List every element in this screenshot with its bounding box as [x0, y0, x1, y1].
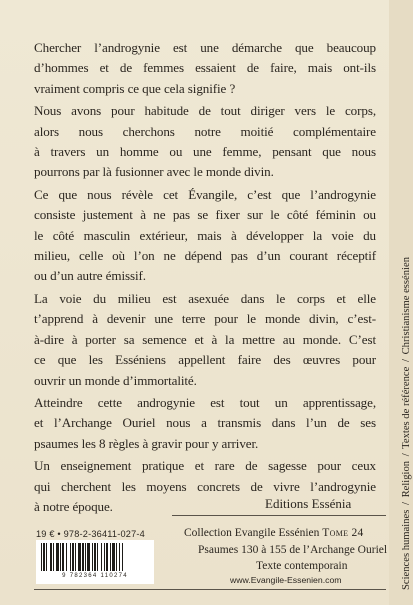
spine-item: Textes de référence [401, 366, 412, 449]
blurb-text [34, 38, 376, 517]
blurb-line: qui cherchent les moyens concrets de vivre l’androgynie [34, 478, 376, 494]
spine-item: Christianisme essénien [401, 257, 412, 355]
collection-name: Collection Evangile Essénien [184, 527, 323, 539]
barcode-bar [56, 543, 59, 571]
barcode-bar [101, 543, 102, 571]
blurb-line: consiste justement à ne pas se fixer sur le côté féminin ou [34, 207, 376, 223]
barcode-bar [72, 543, 74, 571]
spine-item: Sciences humaines [401, 509, 412, 590]
blurb-line: d’hommes et de femmes essaient de faire, mais ont-ils [34, 60, 376, 76]
blurb-line: Nous avons pour habitude de tout diriger vers le corps, [34, 103, 376, 119]
spine-separator: / [401, 502, 412, 506]
collection-line-1 [184, 525, 387, 542]
blurb-paragraph-5 [34, 393, 376, 454]
divider-line [172, 515, 386, 516]
blurb-line: Atteindre cette androgynie est tout un apprentissage, [34, 394, 376, 410]
barcode-bar [66, 543, 67, 571]
website-url: www.Evangile-Essenien.com [230, 575, 342, 585]
blurb-line: le côté masculin extérieur, mais à développer la voie du [34, 227, 376, 243]
tome-number: Tome 24 [322, 527, 364, 539]
barcode-bar [75, 543, 76, 571]
blurb-paragraph-2 [34, 101, 376, 183]
spine-separator: / [401, 359, 412, 362]
blurb-line: alors nous cherchons notre moitié complémentaire [34, 123, 376, 139]
barcode-bar [92, 543, 93, 571]
blurb-line: Ce que nous révèle cet Évangile, c’est que l’androgynie [34, 186, 376, 202]
blurb-line: La voie du milieu est asexuée dans le corps et elle [34, 290, 376, 306]
barcode-bar [87, 543, 90, 571]
barcode-bar [104, 543, 105, 571]
barcode-bar [43, 543, 45, 571]
price-isbn: 19 € • 978-2-36411-027-4 [36, 529, 145, 539]
barcode-bar [97, 543, 98, 571]
barcode-digits: 9 782364 110274 [62, 573, 128, 579]
barcode-bar [82, 543, 84, 571]
blurb-line: à-dire à porter sa semence et à la mettre au monde. C’est [34, 331, 376, 347]
collection-info [184, 525, 387, 575]
publisher-name: Editions Essénia [265, 496, 352, 511]
barcode-bar [122, 543, 123, 571]
blurb-line: milieu, celle où l’on ne dépend pas d’un courant réceptif [34, 248, 376, 264]
barcode-bar [53, 543, 54, 571]
blurb-line: psaumes les 8 règles à gravir pour y arriver. [34, 435, 259, 451]
blurb-line: ce que les Esséniens appellent faire des œuvres pour [34, 352, 376, 368]
spine-separator: / [401, 453, 412, 457]
barcode-bar [41, 543, 42, 571]
blurb-line: t’apprend à devenir une terre pour le monde divin, c’est- [34, 311, 376, 327]
barcode-bar [60, 543, 61, 571]
barcode-bar [85, 543, 86, 571]
barcode-bar [119, 543, 120, 571]
barcode-bar [62, 543, 64, 571]
blurb-line: ouvrir un monde d’immortalité. [34, 372, 197, 388]
barcode-bar [106, 543, 108, 571]
blurb-line: pourrons par là fusionner avec le monde divin. [34, 164, 274, 180]
barcode-bar [78, 543, 81, 571]
blurb-paragraph-3 [34, 185, 376, 287]
collection-line-2: Psaumes 130 à 155 de l’Archange Ouriel [198, 543, 388, 556]
spine-categories [401, 257, 412, 590]
blurb-paragraph-4 [34, 289, 376, 391]
blurb-line: à travers un homme ou une femme, pensant que nous [34, 144, 376, 160]
barcode-bar [46, 543, 47, 571]
blurb-line: vraiment compris ce que cela signifie ? [34, 80, 236, 96]
blurb-line: et l’Archange Ouriel nous a transmis dans l’un de ses [34, 415, 376, 431]
blurb-line: à notre époque. [34, 498, 113, 514]
barcode-bar [112, 543, 115, 571]
blurb-line: ou d’un autre émissif. [34, 268, 146, 284]
blurb-line: Un enseignement pratique et rare de sagesse pour ceux [34, 458, 376, 474]
barcode-bar [116, 543, 117, 571]
collection-line-3: Texte contemporain [256, 560, 348, 572]
barcode-bar [110, 543, 111, 571]
spine-item: Religion [401, 460, 412, 498]
barcode-bar [70, 543, 71, 571]
blurb-line: Chercher l’androgynie est une démarche que beaucoup [34, 40, 376, 55]
barcode-bar [50, 543, 52, 571]
barcode-bars [39, 543, 151, 573]
barcode-bar [94, 543, 96, 571]
bottom-divider-line [34, 589, 386, 590]
blurb-paragraph-1 [34, 38, 376, 99]
